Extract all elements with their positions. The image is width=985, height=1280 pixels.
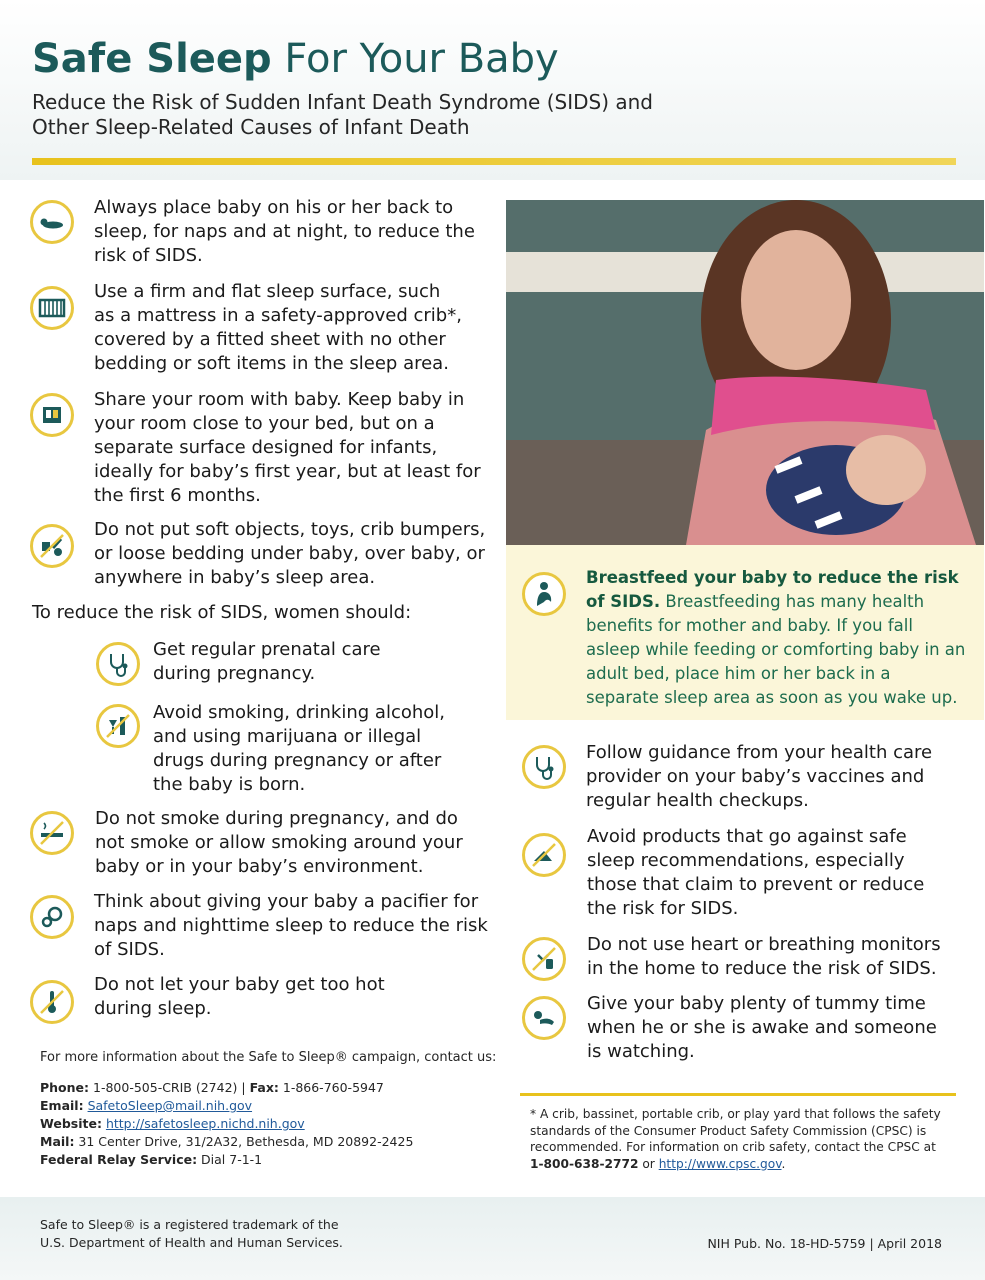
trademark-notice: Safe to Sleep® is a registered trademark of the U.S. Department of Health and Human Services. xyxy=(40,1217,343,1250)
crib-icon xyxy=(30,286,74,330)
no-alcohol-icon xyxy=(96,704,140,748)
tip-avoid-substances: Avoid smoking, drinking alcohol, and using marijuana or illegal drugs during pregnancy or after the baby is born. xyxy=(153,702,445,795)
tip-tummy-time: Give your baby plenty of tummy time when he or she is awake and someone is watching. xyxy=(587,993,937,1062)
page-subtitle: Reduce the Risk of Sudden Infant Death Syndrome (SIDS) and Other Sleep-Related Causes of Infant Death xyxy=(32,90,653,139)
header-divider xyxy=(32,158,956,165)
tummy-time-icon xyxy=(522,996,566,1040)
no-smoking-icon xyxy=(30,811,74,855)
tip-room-share: Share your room with baby. Keep baby in your room close to your bed, but on a separate surface designed for infants, ideally for baby’s first year, but at least for the first 6 months. xyxy=(94,389,481,506)
no-monitor-icon xyxy=(522,937,566,981)
tip-avoid-products: Avoid products that go against safe sleep recommendations, especially those that claim to prevent or reduce the risk for SIDS. xyxy=(587,826,925,919)
tip-firm-surface: Use a firm and flat sleep surface, such as a mattress in a safety-approved crib*, covered by a fitted sheet with no other bedding or soft items in the sleep area. xyxy=(94,281,462,374)
mother-breastfeeding-photo xyxy=(506,200,984,545)
tip-no-monitors: Do not use heart or breathing monitors in the home to reduce the risk of SIDS. xyxy=(587,934,941,979)
tip-not-too-hot: Do not let your baby get too hot during sleep. xyxy=(94,974,385,1019)
website-link[interactable]: http://safetosleep.nichd.nih.gov xyxy=(105,1116,305,1131)
breastfeeding-text: Breastfeed your baby to reduce the risk of SIDS. Breastfeeding has many health benefits for mother and baby. If you fall asleep while feeding or comforting baby in an adult bed, place him or her back in a separate sleep area as soon as you wake up. xyxy=(586,568,966,707)
breastfeeding-icon xyxy=(522,572,566,616)
baby-on-back-icon xyxy=(30,200,74,244)
cpsc-link[interactable]: http://www.cpsc.gov xyxy=(658,1156,782,1171)
stethoscope-icon xyxy=(96,642,140,686)
contact-details: Phone: 1-800-505-CRIB (2742) | Fax: 1-866-760-5947 Email: SafetoSleep@mail.nih.gov Website: http://safetosleep.nichd.nih.gov Mail: 31 Center Drive, 31/2A32, Bethesda, MD 20892-2425 Federal Relay Service: Dial 7-1-1 xyxy=(40,1080,414,1167)
publication-number: NIH Pub. No. 18-HD-5759 | April 2018 xyxy=(707,1236,942,1251)
tip-pacifier: Think about giving your baby a pacifier for naps and nighttime sleep to reduce the risk of SIDS. xyxy=(94,891,488,960)
women-lead-text: To reduce the risk of SIDS, women should: xyxy=(32,602,412,623)
page-title: Safe Sleep For Your Baby xyxy=(32,36,559,82)
room-share-icon xyxy=(30,393,74,437)
no-overheating-icon xyxy=(30,980,74,1024)
tip-no-soft-objects: Do not put soft objects, toys, crib bumpers, or loose bedding under baby, over baby, or anywhere in baby’s sleep area. xyxy=(94,519,486,588)
stethoscope-icon xyxy=(522,745,566,789)
email-link[interactable]: SafetoSleep@mail.nih.gov xyxy=(87,1098,253,1113)
crib-footnote: * A crib, bassinet, portable crib, or play yard that follows the safety standards of the Consumer Product Safety Commission (CPSC) is recommended. For information on crib safety, contact the CPSC at 1-800-638-2772 or http://www.cpsc.gov. xyxy=(530,1107,941,1171)
tip-health-guidance: Follow guidance from your health care provider on your baby’s vaccines and regular health checkups. xyxy=(586,742,933,811)
footnote-divider xyxy=(520,1093,956,1096)
pacifier-icon xyxy=(30,895,74,939)
no-products-icon xyxy=(522,833,566,877)
no-soft-objects-icon xyxy=(30,524,74,568)
tip-prenatal-care: Get regular prenatal care during pregnancy. xyxy=(153,639,381,684)
tip-back-to-sleep: Always place baby on his or her back to sleep, for naps and at night, to reduce the risk of SIDS. xyxy=(94,197,475,266)
tip-no-smoking: Do not smoke during pregnancy, and do not smoke or allow smoking around your baby or in your baby’s environment. xyxy=(95,808,463,877)
contact-intro: For more information about the Safe to Sleep® campaign, contact us: xyxy=(40,1050,497,1065)
